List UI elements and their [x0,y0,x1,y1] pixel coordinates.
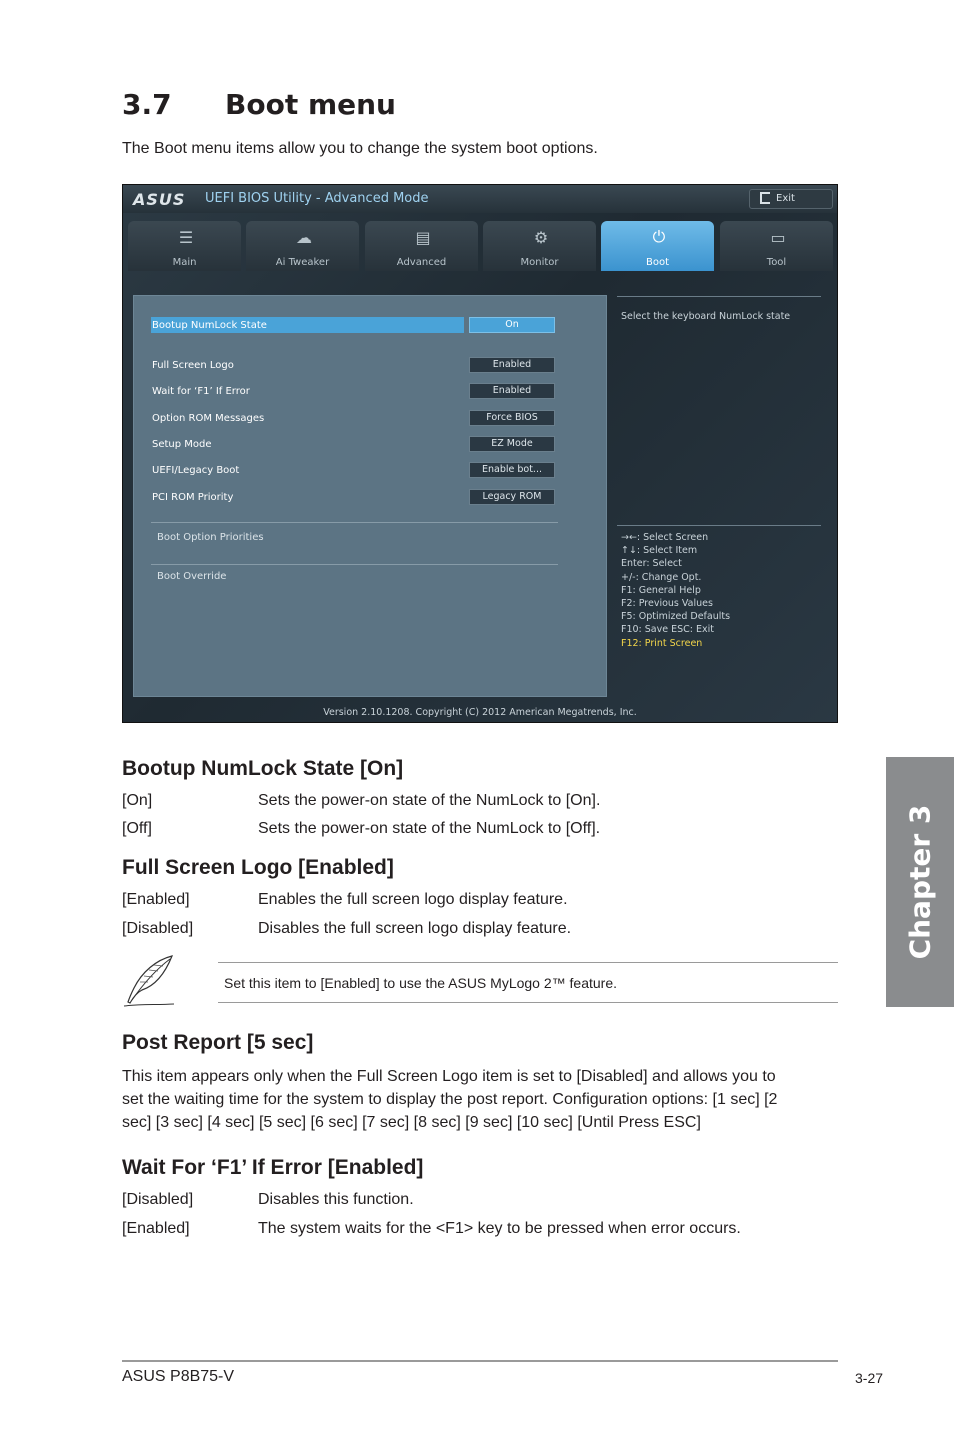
key-hint: Enter: Select [621,558,682,570]
exit-icon [760,192,770,204]
tab-main[interactable] [128,221,241,271]
note-text: Set this item to [Enabled] to use the ASUS MyLogo 2™ feature. [224,975,617,991]
tab-advanced[interactable] [365,221,478,271]
setting-value[interactable]: EZ Mode [469,436,555,452]
paragraph-line: set the waiting time for the system to display the post report. Configuration options: [1 sec] [2 [122,1091,778,1108]
option-key: [Disabled] [122,1191,194,1208]
setting-value[interactable]: Enabled [469,357,555,373]
option-row [122,920,571,938]
option-key: [Enabled] [122,1220,190,1237]
bios-version: Version 2.10.1208. Copyright (C) 2012 American Megatrends, Inc. [323,707,637,718]
tab-ai-tweaker[interactable] [246,221,359,271]
option-desc: Enables the full screen logo display feature. [258,891,568,908]
setting-value[interactable]: Legacy ROM [469,489,555,505]
option-desc: Disables this function. [258,1191,414,1208]
paragraph-line: sec] [3 sec] [4 sec] [5 sec] [6 sec] [7 sec] [8 sec] [9 sec] [10 sec] [Until Press ESC] [122,1114,701,1131]
list-icon: ☰ [178,227,194,247]
option-desc: Sets the power-on state of the NumLock to [On]. [258,792,601,809]
submenu-boot-override[interactable]: Boot Override [157,571,227,582]
key-hint: F5: Optimized Defaults [621,611,731,623]
bios-title: UEFI BIOS Utility - Advanced Mode [205,191,429,206]
help-text: Select the keyboard NumLock state [621,311,791,322]
tool-icon: ▭ [770,227,786,247]
divider [151,564,558,565]
paragraph-line: This item appears only when the Full Screen Logo item is set to [Disabled] and allows you to [122,1068,776,1085]
exit-label: Exit [776,193,795,204]
help-divider [617,296,821,297]
tab-label: Advanced [396,257,447,268]
section-name: Boot menu [225,88,396,121]
key-hint: F10: Save ESC: Exit [621,624,714,636]
help-divider [617,525,821,526]
key-legend [621,531,730,650]
option-row [122,1220,741,1238]
option-key: [Enabled] [122,891,190,908]
section-title [122,88,396,121]
footer-product: ASUS P8B75-V [122,1368,235,1385]
key-hint: F1: General Help [621,584,701,596]
intro-text: The Boot menu items allow you to change the system boot options. [122,140,598,157]
setting-label[interactable]: UEFI/Legacy Boot [152,465,240,476]
help-panel [617,295,821,697]
key-hint: →←: Select Screen [621,532,709,543]
setting-value[interactable]: On [469,317,555,333]
option-row [122,820,600,838]
setting-value[interactable]: Enabled [469,383,555,399]
tab-boot[interactable] [601,221,714,271]
divider [151,522,558,523]
setting-label[interactable]: Setup Mode [152,439,212,450]
key-hint-print-screen: F12: Print Screen [621,637,703,649]
bios-screenshot [122,184,838,723]
option-row [122,792,600,810]
power-icon: ⏻ [652,227,666,246]
footer-divider [122,1360,838,1362]
setting-label[interactable]: Wait for ‘F1’ If Error [152,386,250,397]
advanced-icon: ▤ [415,227,431,247]
tweaker-icon: ☁ [296,227,312,247]
option-desc: Sets the power-on state of the NumLock to [Off]. [258,820,601,837]
option-row [122,1191,414,1209]
note-quill-icon [120,952,180,1010]
key-hint: ↑↓: Select Item [621,545,698,557]
heading-numlock: Bootup NumLock State [On] [122,757,404,780]
option-row [122,891,568,909]
heading-wait-f1: Wait For ‘F1’ If Error [Enabled] [122,1156,424,1179]
option-desc: Disables the full screen logo display feature. [258,920,572,937]
section-number: 3.7 [122,88,172,121]
option-key: [Off] [122,820,152,837]
note-box [218,962,838,1003]
tab-label: Tool [766,257,787,268]
option-desc: The system waits for the <F1> key to be pressed when error occurs. [258,1220,741,1237]
bios-header [123,185,838,213]
tab-label: Ai Tweaker [275,257,330,268]
heading-post-report: Post Report [5 sec] [122,1031,314,1054]
setting-label[interactable]: Full Screen Logo [152,360,234,371]
setting-label[interactable]: Option ROM Messages [152,413,265,424]
exit-button[interactable] [749,189,833,209]
key-hint: +/-: Change Opt. [621,571,702,583]
page-number: 3-27 [855,1370,884,1386]
tab-label: Monitor [520,257,559,268]
tab-tool[interactable] [720,221,833,271]
heading-full-screen-logo: Full Screen Logo [Enabled] [122,856,394,879]
setting-label[interactable]: Bootup NumLock State [152,320,267,331]
post-report-description [122,1065,838,1134]
option-key: [Disabled] [122,920,194,937]
boot-settings-panel [133,295,607,697]
option-key: [On] [122,792,153,809]
setting-label[interactable]: PCI ROM Priority [152,492,234,503]
key-hint: F2: Previous Values [621,598,713,610]
tab-label: Boot [645,257,670,268]
setting-value[interactable]: Force BIOS [469,410,555,426]
bios-tabs [128,221,836,271]
chapter-label: Chapter 3 [903,804,937,960]
monitor-icon: ⚙ [533,227,549,247]
setting-value[interactable]: Enable bot... [469,462,555,478]
chapter-tab [886,757,954,1007]
tab-label: Main [172,257,197,268]
asus-logo: ASUS [133,190,186,209]
tab-monitor[interactable] [483,221,596,271]
submenu-boot-option-priorities[interactable]: Boot Option Priorities [157,532,264,543]
